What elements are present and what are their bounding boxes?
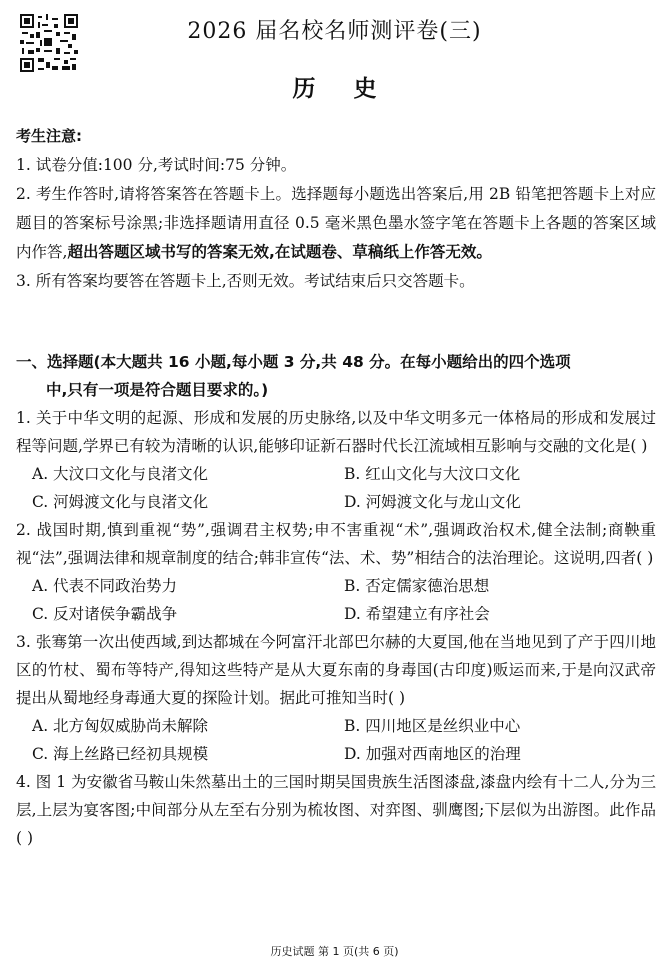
exam-title: 2026 届名校名师测评卷(三) (187, 19, 482, 44)
question-stem: 3. 张骞第一次出使西域,到达都城在今阿富汗北部巴尔赫的大夏国,他在当地见到了产于四川地区的竹杖、蜀布等特产,得知这些特产是从大夏东南的身毒国(古印度)贩运而来,于是向汉武帝提出从蜀地经身毒通大夏的探险计划。据此可推知当时( ) (16, 633, 656, 707)
option-d: D. 河姆渡文化与龙山文化 (344, 493, 521, 511)
subject-title: 历史 (292, 75, 415, 102)
option-b: B. 红山文化与大汶口文化 (344, 465, 521, 483)
question-list (16, 404, 656, 852)
notice-item-3: 3. 所有答案均要答在答题卡上,否则无效。考试结束后只交答题卡。 (16, 272, 475, 290)
question-stem: 4. 图 1 为安徽省马鞍山朱然墓出土的三国时期吴国贵族生活图漆盘,漆盘内绘有十二人,分为三层,上层为宴客图;中间部分从左至右分别为梳妆图、对弈图、驯鹰图;下层似为出游图。此作品( ) (16, 773, 656, 847)
question-2 (16, 516, 656, 628)
option-group (16, 572, 656, 628)
section-heading-line-1: 一、选择题(本大题共 16 小题,每小题 3 分,共 48 分。在每小题给出的四个选项 (16, 353, 571, 371)
option-a: A. 代表不同政治势力 (32, 577, 178, 595)
option-d: D. 加强对西南地区的治理 (344, 745, 521, 763)
option-group (16, 712, 656, 768)
section-heading (16, 348, 656, 404)
option-c: C. 海上丝路已经初具规模 (32, 745, 209, 763)
option-b: B. 四川地区是丝织业中心 (344, 717, 521, 735)
option-a: A. 大汶口文化与良渚文化 (32, 465, 209, 483)
question-1 (16, 404, 656, 516)
option-c: C. 河姆渡文化与良渚文化 (32, 493, 209, 511)
question-4 (16, 768, 656, 852)
question-stem: 2. 战国时期,慎到重视“势”,强调君主权势;申不害重视“术”,强调政治权术,健全法制;商鞅重视“法”,强调法律和规章制度的结合;韩非宣传“法、术、势”相结合的法治理论。这说明,四者( ) (16, 521, 656, 567)
notice-item-2-text: 2. 考生作答时,请将答案答在答题卡上。选择题每小题选出答案后,用 2B 铅笔把答题卡上对应题目的答案标号涂黑;非选择题请用直径 0.5 毫米黑色墨水签字笔在答题卡上各题的答案区域内作答, (16, 185, 656, 261)
option-d: D. 希望建立有序社会 (344, 605, 490, 623)
examinee-notice (16, 122, 656, 296)
question-3 (16, 628, 656, 768)
notice-item-2-warning: 超出答题区域书写的答案无效,在试题卷、草稿纸上作答无效。 (67, 243, 492, 261)
page-footer: 历史试题 第 1 页(共 6 页) (270, 945, 399, 958)
option-b: B. 否定儒家德治思想 (344, 577, 490, 595)
section-heading-line-2: 中,只有一项是符合题目要求的。) (46, 381, 269, 399)
notice-heading: 考生注意: (16, 127, 82, 145)
question-stem: 1. 关于中华文明的起源、形成和发展的历史脉络,以及中华文明多元一体格局的形成和发展过程等问题,学界已有较为清晰的认识,能够印证新石器时代长江流域相互影响与交融的文化是( ) (16, 409, 656, 455)
option-c: C. 反对诸侯争霸战争 (32, 605, 178, 623)
option-group (16, 460, 656, 516)
notice-item-2 (16, 180, 656, 267)
option-a: A. 北方匈奴威胁尚未解除 (32, 717, 209, 735)
notice-item-1: 1. 试卷分值:100 分,考试时间:75 分钟。 (16, 156, 297, 174)
